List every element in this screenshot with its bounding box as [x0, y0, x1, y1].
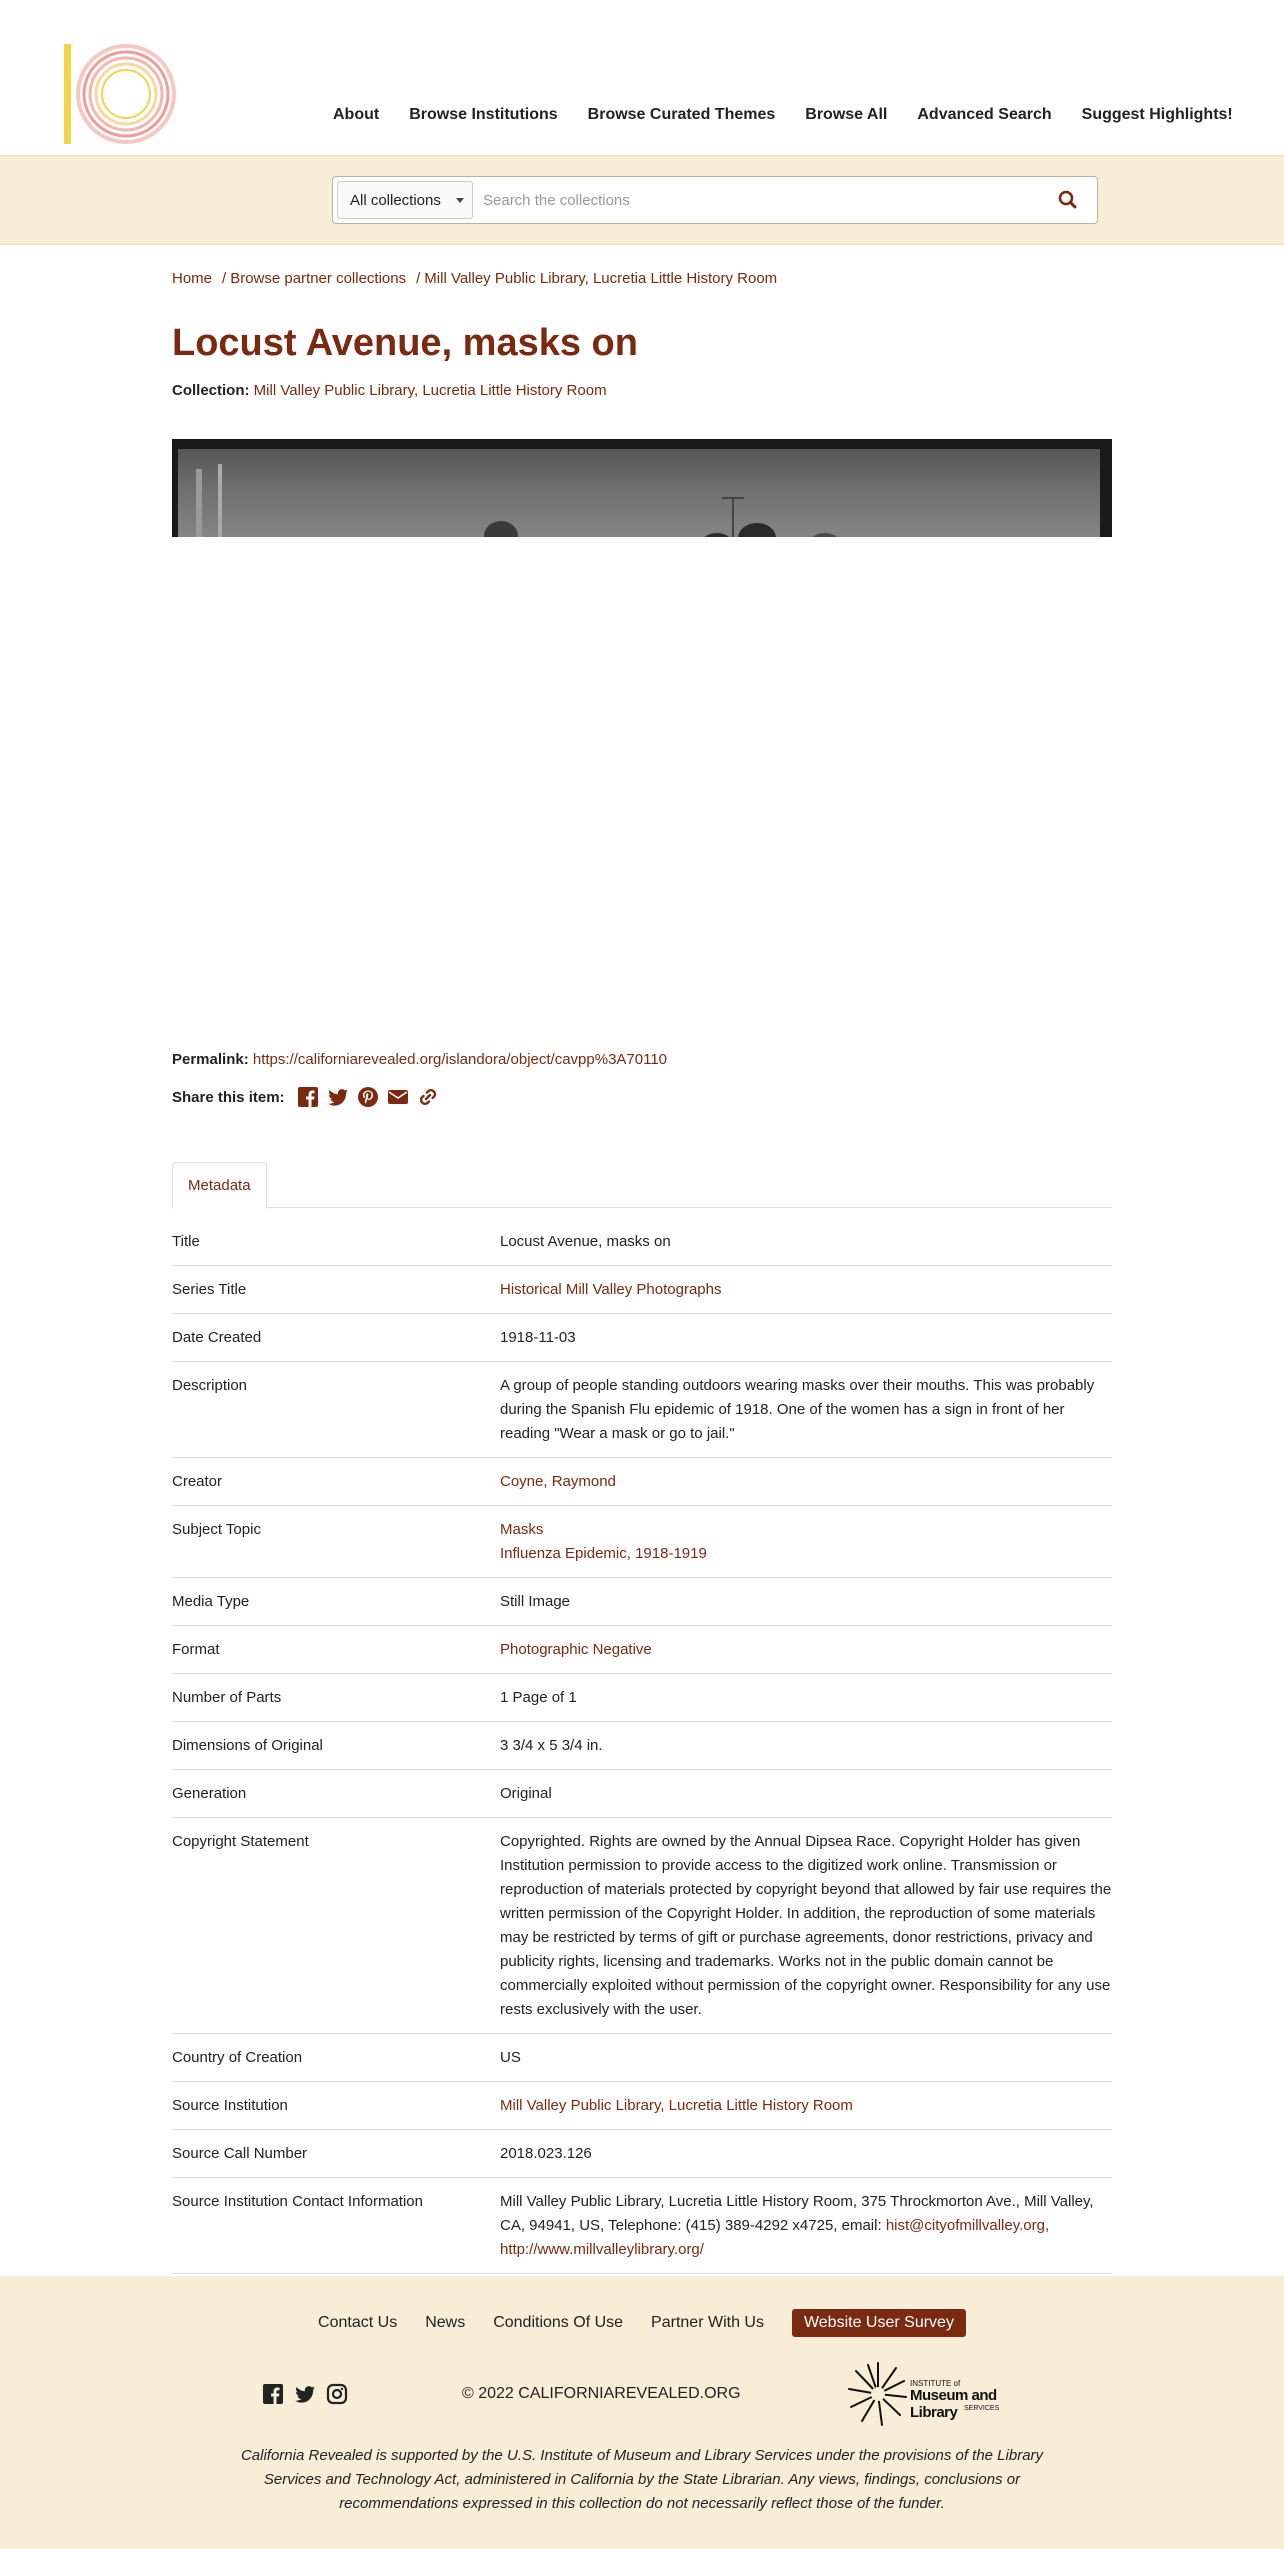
metadata-key: Country of Creation [172, 2049, 303, 2066]
footer-link-contact-us[interactable]: Contact Us [318, 2314, 398, 2331]
site-footer [0, 2276, 1284, 2549]
search-icon[interactable] [1057, 189, 1079, 211]
metadata-value [500, 1734, 1112, 1758]
metadata-row-source-institution-contact-information [172, 2178, 1112, 2274]
collection-scope-select[interactable] [337, 181, 473, 219]
metadata-value-link[interactable]: Influenza Epidemic, 1918-1919 [500, 1545, 707, 1562]
metadata-row-date-created [172, 1314, 1112, 1362]
footer-copyright: © 2022 CALIFORNIAREVEALED.ORG [462, 2385, 741, 2402]
metadata-row-country-of-creation [172, 2034, 1112, 2082]
website-user-survey-button[interactable]: Website User Survey [792, 2309, 966, 2337]
twitter-icon[interactable] [327, 1086, 349, 1108]
contact-website-link[interactable]: http://www.millvalleylibrary.org/ [500, 2241, 704, 2258]
share-label: Share this item: [172, 1088, 285, 1106]
contact-text: Mill Valley Public Library, Lucretia Little History Room, 375 Throckmorton Ave., Mill Valley, CA, 94941, US, Telephone: (415) 389-4292 x4725, email: [500, 2193, 1094, 2234]
metadata-value-text: Still Image [500, 1593, 571, 1610]
metadata-key: Number of Parts [172, 1689, 282, 1706]
metadata-value-link[interactable]: Mill Valley Public Library, Lucretia Little History Room [500, 2097, 853, 2114]
metadata-value [500, 1326, 1112, 1350]
contact-email-link[interactable]: hist@cityofmillvalley.org, [885, 2217, 1050, 2234]
metadata-key: Subject Topic [172, 1521, 261, 1538]
footer-social-icons [262, 2383, 358, 2405]
imls-line2: Museum and Library [910, 2387, 997, 2421]
metadata-value-link[interactable]: Masks [500, 1521, 544, 1538]
metadata-value-text: 2018.023.126 [500, 2145, 592, 2162]
metadata-row-copyright-statement [172, 1818, 1112, 2034]
metadata-key: Source Call Number [172, 2145, 308, 2162]
logo-ten-graphic [56, 36, 196, 152]
breadcrumb-separator: / [416, 270, 421, 287]
metadata-value [500, 1686, 1112, 1710]
metadata-value-text: 3 3/4 x 5 3/4 in. [500, 1737, 603, 1754]
metadata-value [500, 2046, 1112, 2070]
breadcrumb-collection[interactable]: Mill Valley Public Library, Lucretia Little History Room [424, 270, 778, 287]
permalink-label: Permalink: [172, 1051, 249, 1068]
metadata-value [500, 2142, 1112, 2166]
photograph-image [178, 449, 1100, 537]
metadata-value [500, 1470, 1112, 1494]
metadata-key: Source Institution [172, 2097, 288, 2114]
nav-browse-curated-themes[interactable]: Browse Curated Themes [587, 106, 776, 123]
imls-logo[interactable] [846, 2359, 1026, 2429]
tab-metadata[interactable]: Metadata [172, 1162, 267, 1209]
metadata-value-link[interactable]: Photographic Negative [500, 1641, 652, 1658]
metadata-row-creator [172, 1458, 1112, 1506]
imls-starburst-icon [846, 2359, 910, 2429]
metadata-row-title [172, 1218, 1112, 1266]
metadata-value [500, 2190, 1112, 2262]
metadata-value-link[interactable]: Historical Mill Valley Photographs [500, 1281, 722, 1298]
search-bar [332, 176, 1098, 224]
permalink-url[interactable]: https://californiarevealed.org/islandora/object/cavpp%3A70110 [252, 1051, 668, 1068]
caret-down-icon [456, 198, 464, 203]
collection-line [172, 382, 607, 399]
metadata-key: Series Title [172, 1281, 247, 1298]
metadata-key: Copyright Statement [172, 1833, 309, 1850]
metadata-table [172, 1218, 1112, 2274]
search-input[interactable] [483, 187, 1023, 213]
facebook-icon[interactable] [297, 1086, 319, 1108]
metadata-row-media-type [172, 1578, 1112, 1626]
metadata-value [500, 1638, 1112, 1662]
metadata-value-text: A group of people standing outdoors wearing masks over their mouths. This was probably during the Spanish Flu epidemic of 1918. One of the women has a sign in front of her reading "Wear a mask or go to jail." [500, 1377, 1095, 1442]
metadata-value [500, 2094, 1112, 2118]
metadata-key: Title [172, 1233, 200, 1250]
metadata-row-number-of-parts [172, 1674, 1112, 1722]
metadata-value [500, 1782, 1112, 1806]
imls-line1: INSTITUTE of [910, 2379, 961, 2388]
metadata-value [500, 1278, 1112, 1302]
metadata-value-text: Copyrighted. Rights are owned by the Annual Dipsea Race. Copyright Holder has given Institution permission to provide access to the digitized work online. Transmission or reproduction of materials protected by copyright beyond that allowed by fair use requires the written permission of the Copyright Holder. In addition, the reproduction of some materials may be restricted by terms of gift or purchase agreements, donor restrictions, privacy and publicity rights, licensing and trademarks. Works not in the public domain cannot be commercially exploited without permission of the copyright owner. Responsibility for any use rests exclusively with the user. [500, 1833, 1112, 2018]
page-title: Locust Avenue, masks on [172, 322, 638, 364]
metadata-key: Date Created [172, 1329, 262, 1346]
nav-suggest-highlights[interactable]: Suggest Highlights! [1081, 106, 1233, 123]
pinterest-icon[interactable] [357, 1086, 379, 1108]
link-icon[interactable] [417, 1086, 439, 1108]
footer-links [0, 2309, 1284, 2337]
metadata-value [500, 1518, 1112, 1566]
metadata-row-source-institution [172, 2082, 1112, 2130]
metadata-key: Format [172, 1641, 220, 1658]
metadata-key: Generation [172, 1785, 247, 1802]
footer-link-conditions-of-use[interactable]: Conditions Of Use [493, 2314, 624, 2331]
metadata-value [500, 1374, 1112, 1446]
nav-browse-all[interactable]: Browse All [805, 106, 888, 123]
metadata-key: Description [172, 1377, 248, 1394]
metadata-row-dimensions-of-original [172, 1722, 1112, 1770]
metadata-value-text: Original [500, 1785, 552, 1802]
facebook-icon[interactable] [262, 2383, 284, 2405]
email-icon[interactable] [387, 1086, 409, 1108]
metadata-row-series-title [172, 1266, 1112, 1314]
metadata-value [500, 1830, 1112, 2022]
nav-browse-institutions[interactable]: Browse Institutions [409, 106, 558, 123]
metadata-value-text: US [500, 2049, 521, 2066]
metadata-key: Source Institution Contact Information [172, 2193, 423, 2210]
footer-link-partner-with-us[interactable]: Partner With Us [651, 2314, 764, 2331]
metadata-value-link[interactable]: Coyne, Raymond [500, 1473, 616, 1490]
share-bar [172, 1086, 447, 1108]
metadata-key: Creator [172, 1473, 223, 1490]
tab-bar [172, 1162, 1112, 1208]
imls-line3: SERVICES [964, 2405, 1000, 2412]
permalink [172, 1051, 667, 1068]
metadata-row-source-call-number [172, 2130, 1112, 2178]
metadata-value-text: 1918-11-03 [500, 1329, 576, 1346]
instagram-icon[interactable] [326, 2383, 348, 2405]
collection-label: Collection: [172, 382, 250, 399]
breadcrumb-browse-partner-collections[interactable]: Browse partner collections [230, 270, 407, 287]
top-navigation [333, 106, 1263, 124]
nav-about[interactable]: About [333, 106, 380, 123]
metadata-row-format [172, 1626, 1112, 1674]
breadcrumb-home[interactable]: Home [172, 270, 213, 287]
metadata-row-subject-topic [172, 1506, 1112, 1578]
breadcrumb [172, 270, 777, 287]
metadata-row-generation [172, 1770, 1112, 1818]
footer-link-news[interactable]: News [425, 2314, 466, 2331]
nav-advanced-search[interactable]: Advanced Search [917, 106, 1052, 123]
breadcrumb-separator: / [222, 270, 227, 287]
metadata-key: Dimensions of Original [172, 1737, 323, 1754]
footer-disclaimer: California Revealed is supported by the U.S. Institute of Museum and Library Services under the provisions of the Library Services and Technology Act, administered in California by the State Librarian. Any views, findings, conclusions or recommendations expressed in this collection do not necessarily reflect those of the funder. [240, 2447, 1044, 2512]
collection-link[interactable]: Mill Valley Public Library, Lucretia Little History Room [253, 382, 607, 399]
twitter-icon[interactable] [294, 2383, 316, 2405]
collection-scope-value: All collections [350, 191, 441, 209]
metadata-value-text: 1 Page of 1 [500, 1689, 577, 1706]
metadata-value [500, 1230, 1112, 1254]
metadata-key: Media Type [172, 1593, 250, 1610]
metadata-value [500, 1590, 1112, 1614]
image-viewer[interactable] [172, 439, 1112, 537]
metadata-row-description [172, 1362, 1112, 1458]
metadata-value-text: Locust Avenue, masks on [500, 1233, 671, 1250]
